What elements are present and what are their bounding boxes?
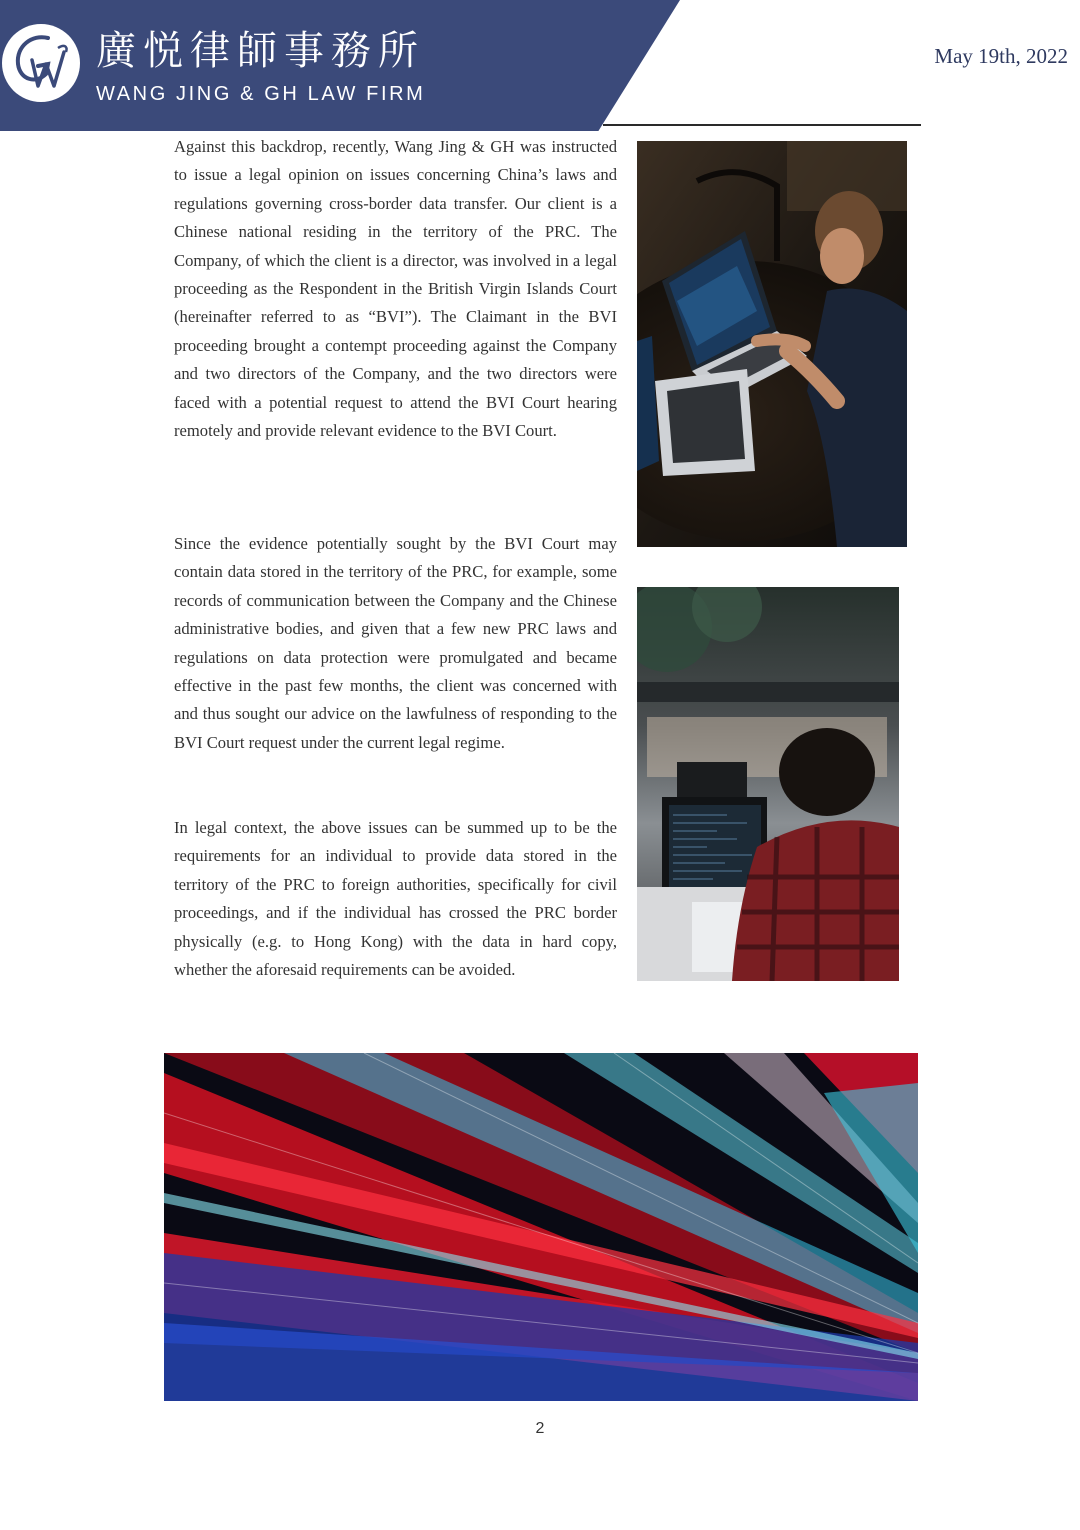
firm-name-english: WANG JING & GH LAW FIRM [96, 83, 426, 105]
paragraph-legal-context: In legal context, the above issues can be summed up to be the requirements for an individual to provide data stored in the territory of the PRC to foreign authorities, specifically for civil proceedings, and if the individual has crossed the PRC border physically (e.g. to Hong Kong) with the data in hard copy, whether the aforesaid requirements can be avoided. [174, 818, 617, 980]
photo-man-with-laptops [637, 141, 907, 547]
header-divider [603, 124, 921, 126]
photo-red-blue-light-streaks [164, 1053, 918, 1401]
paragraph-evidence: Since the evidence potentially sought by the BVI Court may contain data stored in the territory of the PRC, for example, some records of communication between the Company and the Chinese administrative bodies, and given that a few new PRC laws and regulations on data protection were promulgated and became effective in the past few months, the client was concerned with and thus sought our advice on the lawfulness of responding to the BVI Court request under the current legal regime. [174, 534, 617, 752]
paragraph-backdrop: Against this backdrop, recently, Wang Jing & GH was instructed to issue a legal opinion on issues concerning China’s laws and regulations governing cross-border data transfer. Our client is a Chinese national residing in the territory of the PRC. The Company, of which the client is a director, was involved in a legal proceeding as the Respondent in the British Virgin Islands Court (hereinafter referred to as “BVI”). The Claimant in the BVI proceeding brought a contempt proceeding against the Company and two directors of the Company, and the two directors were faced with a potential request to attend the BVI Court hearing remotely and provide relevant evidence to the BVI Court. [174, 137, 617, 441]
page-number: 2 [535, 1420, 545, 1437]
photo-person-coding-at-monitors [637, 587, 899, 981]
firm-name-chinese: 廣悦律師事務所 [96, 28, 425, 74]
gw-monogram-logo [2, 24, 80, 102]
document-date: May 19th, 2022 [934, 44, 1068, 68]
